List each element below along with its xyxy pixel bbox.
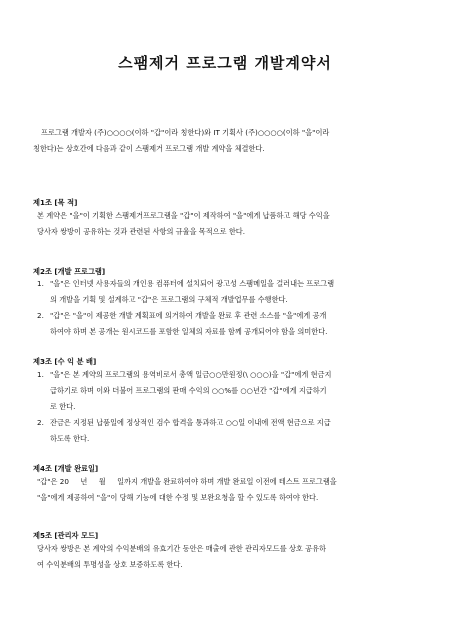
section-line: "을"에게 제공하여 "을"이 당해 기능에 대한 수정 및 보완요청을 할 수 있도록 하여야 한다.	[37, 493, 319, 502]
list-item	[33, 276, 423, 292]
section-line: "갑"은 20 년 월 일까지 개발을 완료하여야 하며 개발 완료일 이전에 테스트 프로그램을	[37, 477, 337, 486]
section-3-body	[33, 367, 423, 447]
section-line: 당사자 쌍방은 본 계약의 수익분배의 유효기간 동안은 매출에 관한 관리자모드를 상호 공유하	[37, 544, 326, 553]
section-line: 당사자 쌍방이 공유하는 것과 관련된 사항의 규율을 목적으로 한다.	[37, 227, 246, 236]
list-item	[33, 415, 423, 431]
item-number: 2.	[37, 311, 44, 320]
section-2-heading: 제2조 [개발 프로그램]	[33, 267, 106, 276]
section-5-body	[33, 541, 427, 573]
section-4-heading: 제4조 [개발 완료일]	[33, 464, 99, 473]
section-1-heading: 제1조 [목 적]	[33, 198, 78, 207]
item-line: "갑"은 "을"이 제공한 개발 계획표에 의거하여 개발을 완료 후 관련 소스를 "을"에게 공개	[50, 311, 327, 320]
document-title: 스팸제거 프로그램 개발계약서	[118, 54, 332, 72]
item-line: "을"은 인터넷 사용자들의 개인용 컴퓨터에 설치되어 광고성 스팸메일을 걸러내는 프로그램	[50, 279, 335, 288]
section-2-body	[33, 276, 423, 340]
list-item	[33, 308, 423, 324]
section-line: 여 수익분배의 투명성을 상호 보증하도록 한다.	[37, 560, 183, 569]
section-5-heading: 제5조 [관리자 모드]	[33, 531, 99, 540]
section-line: 본 계약은 "을"이 기획한 스팸제거프로그램을 "갑"이 제작하여 "을"에게 납품하고 해당 수익을	[37, 211, 330, 220]
item-line: 로 한다.	[50, 402, 76, 411]
item-line: "을"은 본 계약의 프로그램의 용역비로서 총액 일금○○만원정(\ ○○○)을 "갑"에게 현금지	[50, 370, 332, 379]
item-line: 잔금은 지정된 납품일에 정상적인 검수 합격을 통과하고 ○○일 이내에 전액 현금으로 지급	[50, 418, 331, 427]
section-4-body	[33, 474, 427, 506]
item-line: 하도록 한다.	[50, 434, 90, 443]
item-line: 하여야 하며 본 공개는 원시코드를 포함한 일체의 자료를 함께 공개되어야 함을 의미한다.	[50, 327, 328, 336]
item-number: 2.	[37, 418, 44, 427]
list-item	[33, 367, 423, 383]
intro-line: 칭한다)는 상호간에 다음과 같이 스팸제거 프로그램 개발 계약을 체결한다.	[33, 144, 265, 153]
section-3-heading: 제3조 [수 익 분 배]	[33, 357, 97, 366]
item-line: 의 개발을 기획 및 설계하고 "갑"은 프로그램의 구체적 개발업무를 수행한다.	[50, 295, 288, 304]
item-number: 1.	[37, 279, 44, 288]
item-number: 1.	[37, 370, 44, 379]
intro-line: 프로그램 개발자 (주)○○○○(이하 "갑"이라 칭한다)와 IT 기획사 (주)○○○○(이하 "을"이라	[41, 128, 330, 137]
section-1-body	[33, 208, 427, 240]
item-line: 급하기로 하며 이와 더불어 프로그램의 판매 수익의 ○○%를 ○○년간 "갑"에게 지급하기	[50, 386, 327, 395]
intro-paragraph	[33, 125, 423, 157]
